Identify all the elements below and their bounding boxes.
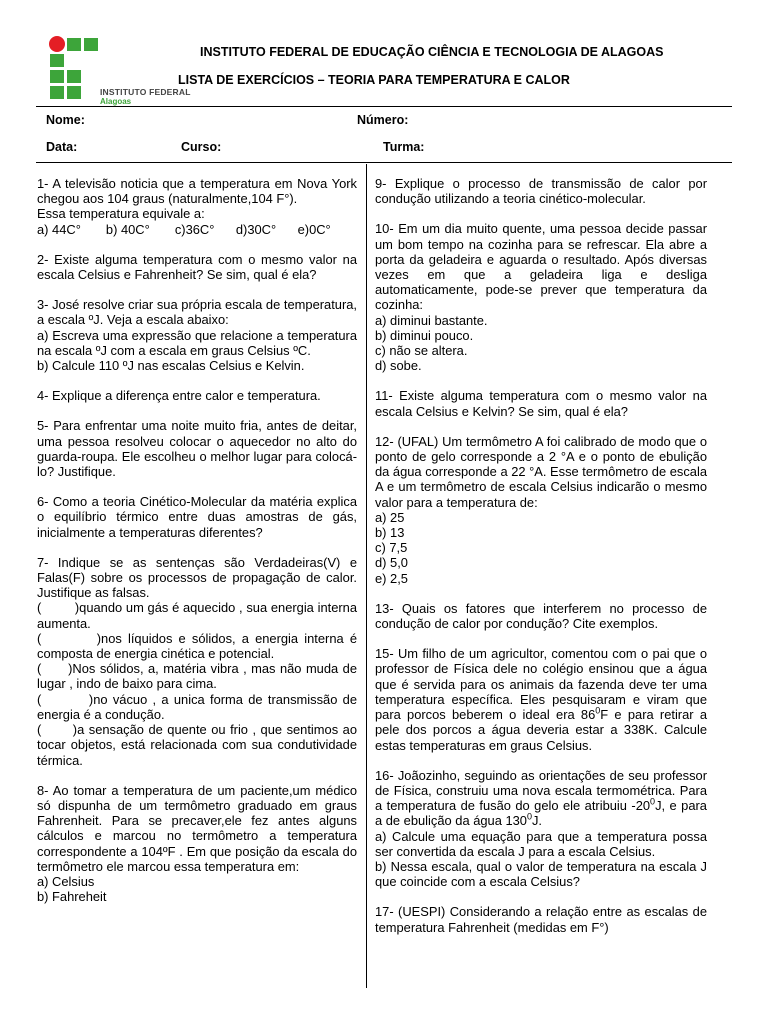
question-3 bbox=[37, 297, 357, 373]
question-text: 13- Quais os fatores que interferem no processo de condução de calor por condução? Cite exemplos. bbox=[375, 600, 707, 632]
logo-square bbox=[67, 38, 81, 51]
question-10 bbox=[375, 221, 707, 373]
option-item: c) não se altera. bbox=[375, 343, 468, 359]
superscript-degree: 0 bbox=[650, 796, 656, 807]
question-8 bbox=[37, 783, 357, 905]
field-turma: Turma: bbox=[383, 140, 425, 154]
fields-rule bbox=[36, 162, 732, 163]
question-text: 2- Existe alguma temperatura com o mesmo valor na escala Celsius e Fahrenheit? Se sim, qual é ela? bbox=[37, 251, 357, 283]
question-text: 5- Para enfrentar uma noite muito fria, antes de deitar, uma pessoa resolveu colocar o aquecedor no alto do guarda-roupa. Ele escolheu o melhor lugar para colocá-lo? Justifique. bbox=[37, 418, 357, 480]
option-item: a) 25 bbox=[375, 509, 405, 525]
question-item-b: b) Fahreheit bbox=[37, 889, 107, 905]
question-5 bbox=[37, 418, 357, 479]
logo-square bbox=[84, 38, 98, 51]
question-2 bbox=[37, 252, 357, 282]
question-text: 6- Como a teoria Cinético-Molecular da matéria explica o equilíbrio térmico entre duas amostras de gás, inicialmente a temperaturas diferentes? bbox=[37, 494, 357, 540]
question-text: 3- José resolve criar sua própria escala de temperatura, a escala ºJ. Veja a escala abaixo: bbox=[37, 297, 357, 328]
option-item: b) diminui pouco. bbox=[375, 327, 474, 343]
question-17 bbox=[375, 904, 707, 934]
question-text: 12- (UFAL) Um termômetro A foi calibrado de modo que o ponto de gelo corresponde a 2 °A e o ponto de ebulição da água corresponde a 22 °A. Esse termômetro de escala A e um termômetro de escala Celsius indicarão o mesmo valor para a temperatura de: bbox=[375, 433, 707, 510]
column-divider bbox=[366, 164, 367, 988]
statement-item: ( )Nos sólidos, a, matéria vibra , mas não muda de lugar , indo de baixo para cima. bbox=[37, 661, 361, 692]
logo-text-institution: INSTITUTO FEDERAL bbox=[100, 87, 191, 97]
option-item: a) diminui bastante. bbox=[375, 312, 488, 328]
field-curso: Curso: bbox=[181, 140, 222, 154]
question-9 bbox=[375, 176, 707, 206]
question-7 bbox=[37, 554, 361, 768]
right-column bbox=[375, 176, 707, 950]
question-13 bbox=[375, 601, 707, 631]
question-text: 17- (UESPI) Considerando a relação entre as escalas de temperatura Fahrenheit (medidas em F°) bbox=[375, 904, 707, 935]
text-part: F e para retirar a pele dos porcos a água deveria estar a 338K. Calcule estas temperaturas em graus Celsius. bbox=[375, 707, 707, 753]
institution-name: INSTITUTO FEDERAL DE EDUCAÇÃO CIÊNCIA E TECNOLOGIA DE ALAGOAS bbox=[200, 45, 664, 59]
question-item-a: a) Escreva uma expressão que relacione a temperatura na escala ºJ com a escala em graus Celsius ºC. bbox=[37, 327, 357, 358]
statement-item: ( )no vácuo , a unica forma de transmissão de energia é a condução. bbox=[37, 691, 361, 722]
question-11 bbox=[375, 388, 707, 418]
logo-square bbox=[50, 86, 64, 99]
question-12 bbox=[375, 434, 707, 586]
logo-square bbox=[67, 70, 81, 83]
question-15 bbox=[375, 646, 707, 752]
statement-item: ( )quando um gás é aquecido , sua energia interna aumenta. bbox=[37, 600, 361, 631]
option-item: c) 7,5 bbox=[375, 540, 408, 556]
option-item: d) 5,0 bbox=[375, 555, 408, 571]
question-text: 4- Explique a diferença entre calor e temperatura. bbox=[37, 388, 321, 404]
statement-item: ( )a sensação de quente ou frio , que sentimos ao tocar objetos, está relacionada com sua condutividade térmica. bbox=[37, 722, 361, 768]
question-text: 8- Ao tomar a temperatura de um paciente,um médico só dispunha de um termômetro graduado em graus Fahrenheit. Para se precaver,ele fez antes alguns cálculos e marcou no termômetro a temperatura correspondente a 104ºF . Em que posição da escala do termômetro ele marcou essa temperatura em: bbox=[37, 782, 357, 874]
option-item: e) 2,5 bbox=[375, 570, 408, 586]
question-text: 7- Indique se as sentenças são Verdadeiras(V) e Falas(F) sobre os processos de propagação de calor. Justifique as falsas. bbox=[37, 554, 357, 601]
option-item: b) 13 bbox=[375, 525, 405, 541]
header-rule bbox=[36, 106, 732, 107]
question-1 bbox=[37, 176, 357, 237]
logo-square bbox=[67, 86, 81, 99]
logo-text-state: Alagoas bbox=[100, 97, 132, 106]
institution-logo bbox=[44, 36, 191, 106]
field-data: Data: bbox=[46, 140, 78, 154]
field-numero: Número: bbox=[357, 113, 409, 127]
option-item: d) sobe. bbox=[375, 358, 422, 374]
question-text bbox=[375, 768, 707, 829]
text-part: 15- Um filho de um agricultor, comentou com o pai que o professor de Física dele no colégio ensinou que a água que é servida para os animais da fazenda deve ter uma temperatura específica. Eles pesquisaram e viram que para porcos beberem o ideal era 86 bbox=[375, 646, 707, 723]
question-text: 1- A televisão noticia que a temperatura em Nova York chegou aos 104 graus (naturalmente,104 F°). bbox=[37, 176, 357, 207]
question-16 bbox=[375, 768, 707, 890]
question-item-a: a) Celsius bbox=[37, 873, 95, 889]
question-options: a) 44C° b) 40C° c)36C° d)30C° e)0C° bbox=[37, 221, 331, 237]
question-item-b: b) Calcule 110 ºJ nas escalas Celsius e Kelvin. bbox=[37, 358, 305, 374]
question-text: 10- Em um dia muito quente, uma pessoa decide passar um bom tempo na cozinha para se refrescar. Ela abre a porta da geladeira e aguarda o resultado. Após diversas vezes em que a geladeira liga e desliga automaticamente, pode-se prever que temperatura da cozinha: bbox=[375, 221, 707, 313]
question-4 bbox=[37, 388, 357, 403]
text-part: J. bbox=[531, 813, 543, 829]
document-title: LISTA DE EXERCÍCIOS – TEORIA PARA TEMPERATURA E CALOR bbox=[178, 73, 570, 87]
question-6 bbox=[37, 494, 357, 540]
question-text: 9- Explique o processo de transmissão de calor por condução utilizando a teoria cinético-molecular. bbox=[375, 176, 707, 207]
superscript-degree: 0 bbox=[526, 812, 532, 823]
superscript-degree: 0 bbox=[595, 705, 601, 716]
field-nome: Nome: bbox=[46, 113, 85, 127]
logo-red-circle bbox=[49, 36, 65, 52]
left-column bbox=[37, 176, 361, 919]
statement-item: ( )nos líquidos e sólidos, a energia interna é composta de energia cinética e potencial. bbox=[37, 630, 361, 662]
logo-square bbox=[50, 54, 64, 67]
question-lead: Essa temperatura equivale a: bbox=[37, 206, 205, 222]
question-text: 11- Existe alguma temperatura com o mesmo valor na escala Celsius e Kelvin? Se sim, qual é ela? bbox=[375, 388, 707, 419]
question-item-b: b) Nessa escala, qual o valor de temperatura na escala J que coincide com a escala Celsius? bbox=[375, 858, 707, 890]
text-part: 16- Joãozinho, seguindo as orientações de seu professor de Física, construiu uma nova escala termométrica. Para a temperatura de fusão do gelo ele atribuiu -20 bbox=[375, 767, 707, 814]
logo-square bbox=[50, 70, 64, 83]
question-text bbox=[375, 646, 707, 752]
question-item-a: a) Calcule uma equação para que a temperatura possa ser convertida da escala J para a escala Celsius. bbox=[375, 828, 707, 859]
text-part: J, e para a de ebulição da água 130 bbox=[375, 798, 707, 829]
